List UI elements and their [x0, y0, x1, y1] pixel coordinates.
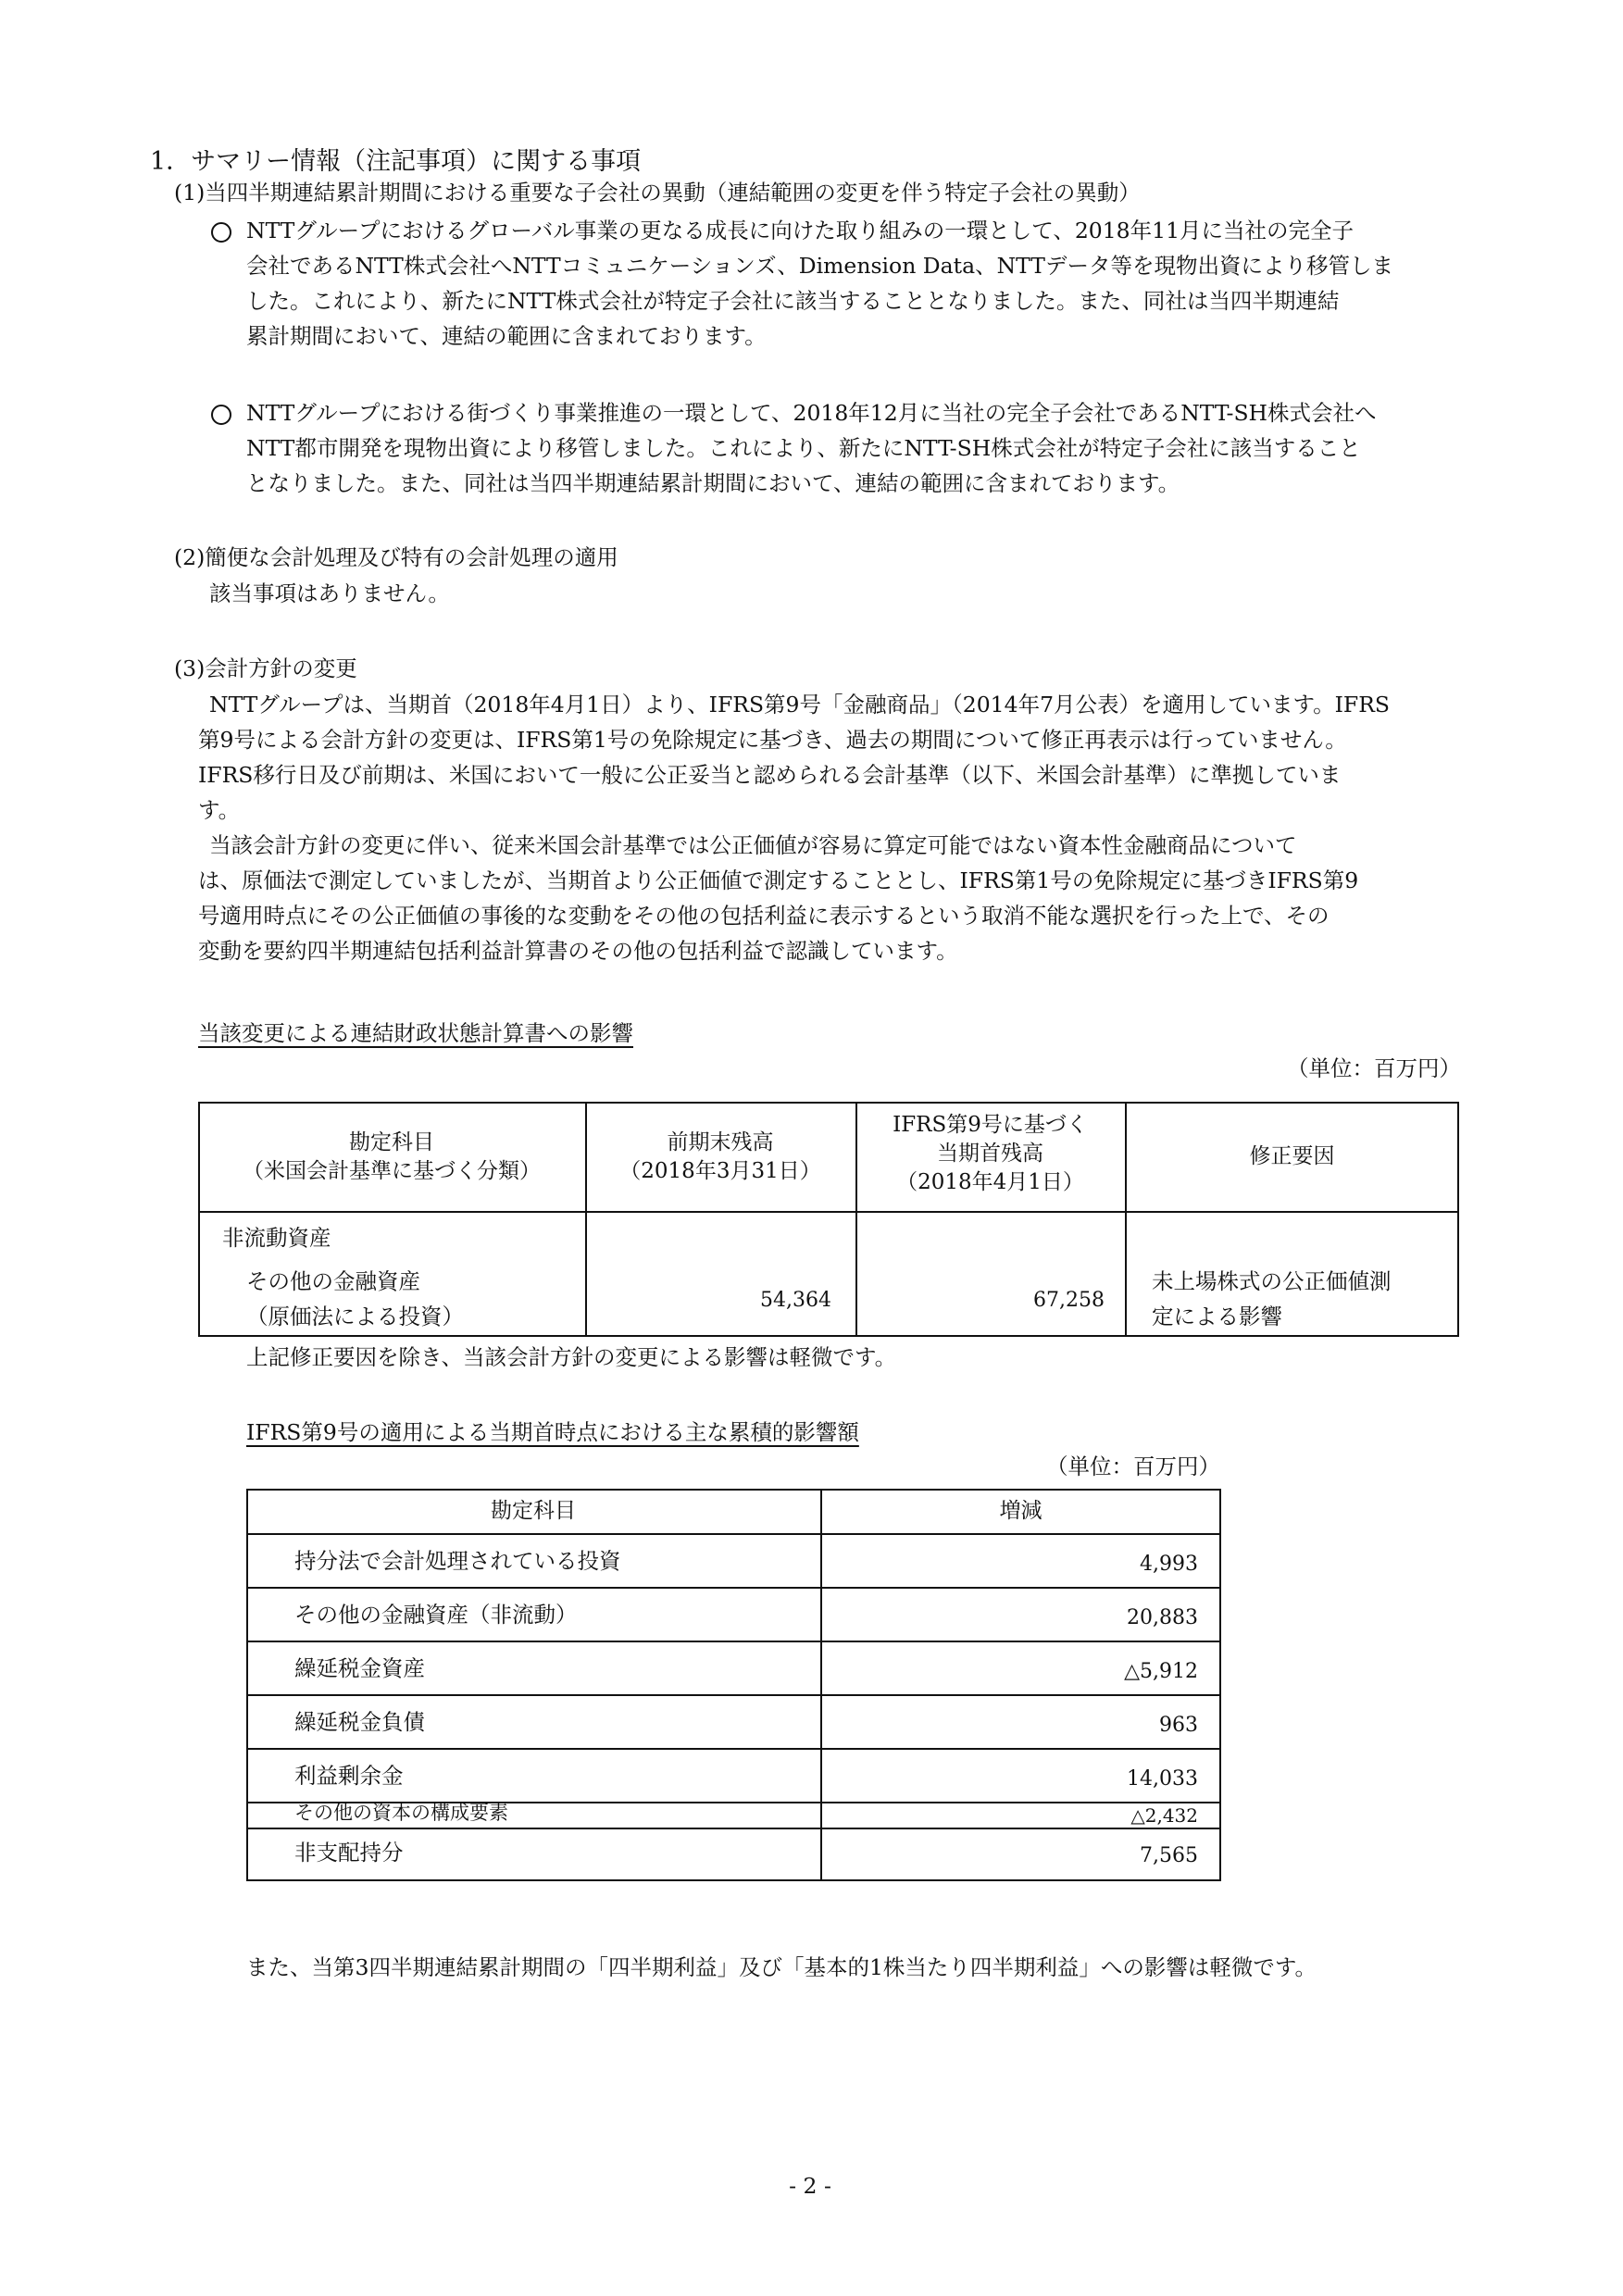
bullet-circle-icon	[211, 405, 231, 425]
table2-row-divider	[246, 1641, 1221, 1642]
table2-header-change: 増減	[999, 1499, 1042, 1523]
table1-header-opening-sub: 当期首残高	[937, 1142, 1043, 1166]
table2-row-divider	[246, 1828, 1221, 1829]
table2-row-item: 持分法で会計処理されている投資	[294, 1548, 621, 1574]
table2-row-divider	[246, 1587, 1221, 1589]
table2-row-value: 14,033	[1127, 1767, 1198, 1791]
table1-header-item-sub: （米国会計基準に基づく分類）	[243, 1159, 541, 1183]
table1-prior-value: 54,364	[760, 1289, 831, 1312]
policy-para1-line: す。	[198, 797, 241, 823]
table1-opening-value: 67,258	[1033, 1289, 1105, 1312]
table1-header-prior-sub: （2018年3月31日）	[619, 1159, 821, 1183]
table2-row-value: 963	[1159, 1714, 1198, 1737]
table2-row-value: 4,993	[1140, 1553, 1198, 1576]
bullet2-line: NTT都市開発を現物出資により移管しました。これにより、新たにNTT-SH株式会社が特定子会社に該当すること	[246, 435, 1361, 461]
table2-caption: IFRS第9号の適用による当期首時点における主な累積的影響額	[246, 1419, 859, 1445]
subsection-2-heading: (2)簡便な会計処理及び特有の会計処理の適用	[174, 544, 618, 570]
section-title: 1．サマリー情報（注記事項）に関する事項	[150, 147, 642, 176]
subsection-2-body: 該当事項はありません。	[209, 580, 450, 606]
table2-row-divider	[246, 1533, 1221, 1535]
table2-row-item: 繰延税金負債	[294, 1709, 425, 1735]
table2-row-item: 繰延税金資産	[294, 1655, 425, 1681]
policy-para2-line: 変動を要約四半期連結包括利益計算書のその他の包括利益で認識しています。	[198, 938, 958, 964]
table1-caption: 当該変更による連結財政状態計算書への影響	[198, 1020, 633, 1046]
table2-row-value: 20,883	[1127, 1606, 1198, 1629]
table2-row-divider	[246, 1748, 1221, 1750]
table2-row-value: 7,565	[1140, 1844, 1198, 1867]
table1-item-sub: （原価法による投資）	[246, 1304, 464, 1329]
table2-header-item: 勘定科目	[491, 1499, 576, 1523]
table1-header-opening-date: （2018年4月1日）	[896, 1170, 1084, 1194]
table1-item: その他の金融資産	[246, 1268, 420, 1294]
bullet2-line: となりました。また、同社は当四半期連結累計期間において、連結の範囲に含まれております。	[246, 470, 1180, 496]
table1-unit: （単位：百万円）	[1287, 1055, 1461, 1081]
table1-note: 上記修正要因を除き、当該会計方針の変更による影響は軽微です。	[246, 1344, 897, 1370]
table1-header-item: 勘定科目	[349, 1130, 434, 1154]
policy-para1-line: 第9号による会計方針の変更は、IFRS第1号の免除規定に基づき、過去の期間について修正再表示は行っていません。	[198, 727, 1347, 753]
subsection-3-heading: (3)会計方針の変更	[174, 655, 357, 681]
bullet1-line: した。これにより、新たにNTT株式会社が特定子会社に該当することとなりました。また、同社は当四半期連結	[246, 288, 1340, 314]
table1-reason: 未上場株式の公正価値測	[1152, 1268, 1392, 1294]
table2-row-divider	[246, 1694, 1221, 1696]
policy-para1-line: NTTグループは、当期首（2018年4月1日）より、IFRS第9号「金融商品」（2014年7月公表）を適用しています。IFRS	[209, 692, 1391, 718]
table1-header-divider	[198, 1211, 1459, 1213]
table2-unit: （単位：百万円）	[1046, 1454, 1220, 1479]
table2-row-item: その他の金融資産（非流動）	[294, 1602, 578, 1628]
table1-category: 非流動資産	[222, 1225, 331, 1251]
page-number: - 2 -	[789, 2173, 831, 2199]
bullet1-line: NTTグループにおけるグローバル事業の更なる成長に向けた取り組みの一環として、2018年11月に当社の完全子	[246, 218, 1355, 243]
table1-header-reason: 修正要因	[1249, 1144, 1335, 1168]
policy-para2-line: 号適用時点にその公正価値の事後的な変動をその他の包括利益に表示するという取消不能な選択を行った上で、その	[198, 903, 1330, 929]
table2-row-value: △2,432	[1130, 1804, 1198, 1827]
bullet2-line: NTTグループにおける街づくり事業推進の一環として、2018年12月に当社の完全子会社であるNTT-SH株式会社へ	[246, 400, 1377, 426]
closing-note: また、当第3四半期連結累計期間の「四半期利益」及び「基本的1株当たり四半期利益」への影響は軽微です。	[246, 1954, 1317, 1980]
policy-para1-line: IFRS移行日及び前期は、米国において一般に公正妥当と認められる会計基準（以下、米国会計基準）に準拠していま	[198, 762, 1342, 788]
table2-row-item: 利益剰余金	[294, 1763, 404, 1789]
table2-row-item: 非支配持分	[294, 1840, 404, 1866]
subsection-1-heading: (1)当四半期連結累計期間における重要な子会社の異動（連結範囲の変更を伴う特定子会社の異動）	[174, 180, 1141, 206]
table2-row-value: △5,912	[1124, 1660, 1198, 1683]
table1-header-opening: IFRS第9号に基づく	[893, 1113, 1088, 1137]
bullet1-line: 累計期間において、連結の範囲に含まれております。	[246, 323, 767, 349]
bullet1-line: 会社であるNTT株式会社へNTTコミュニケーションズ、Dimension Data、NTTデータ等を現物出資により移管しま	[246, 253, 1393, 279]
table1-reason-sub: 定による影響	[1152, 1304, 1282, 1329]
table1-header-prior: 前期末残高	[667, 1130, 774, 1154]
table1-col-divider	[1125, 1102, 1127, 1337]
table2-row-item: その他の資本の構成要素	[294, 1802, 508, 1824]
bullet-circle-icon	[211, 222, 231, 243]
policy-para2-line: は、原価法で測定していましたが、当期首より公正価値で測定することとし、IFRS第1号の免除規定に基づきIFRS第9	[198, 867, 1359, 893]
policy-para2-line: 当該会計方針の変更に伴い、従来米国会計基準では公正価値が容易に算定可能ではない資本性金融商品について	[209, 832, 1297, 858]
